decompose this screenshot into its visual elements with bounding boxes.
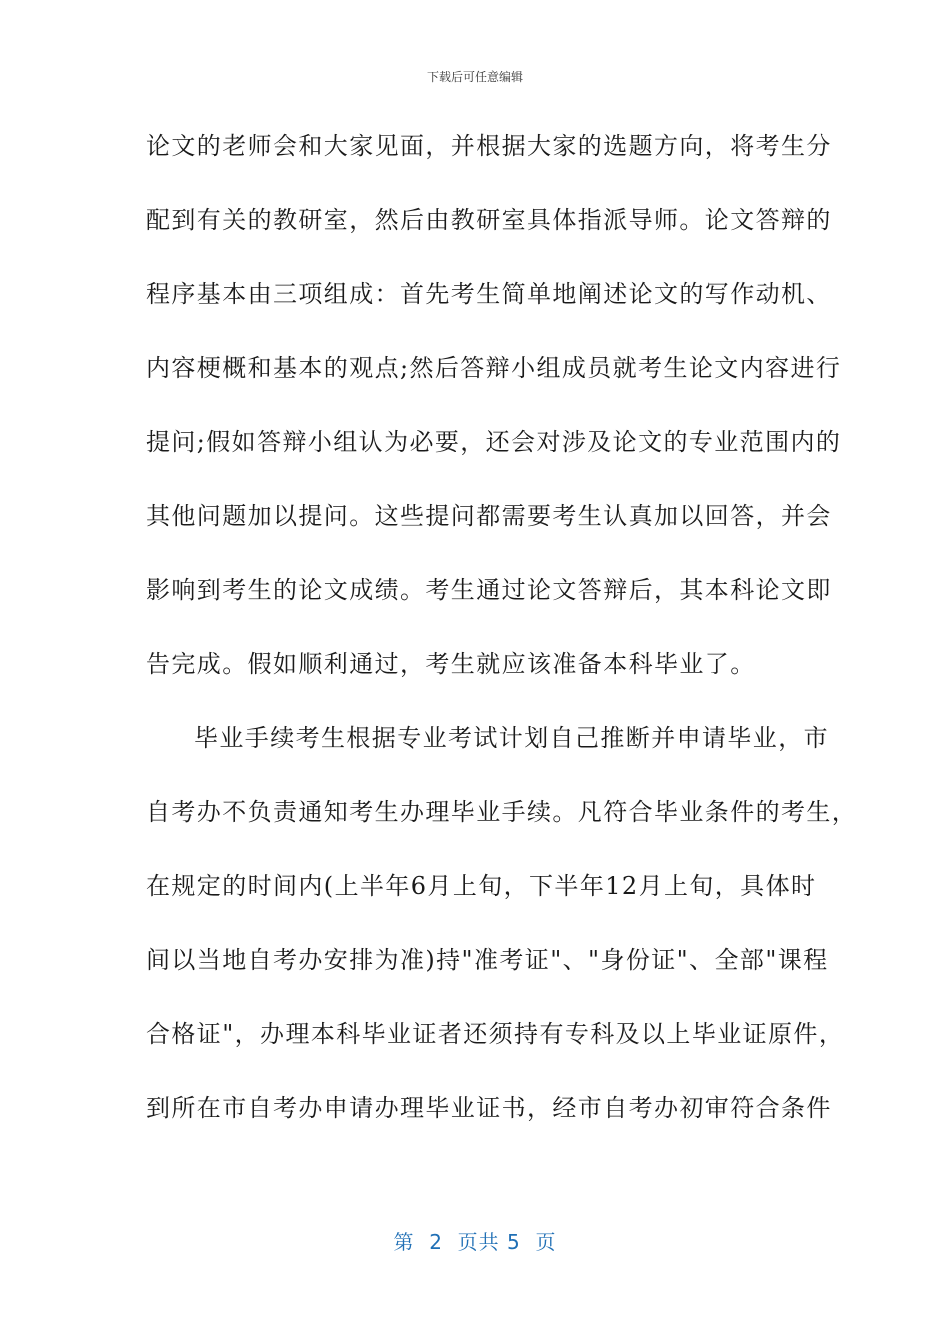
- body-line: 配到有关的教研室，然后由教研室具体指派导师。论文答辩的: [146, 206, 832, 234]
- body-line: 程序基本由三项组成：首先考生简单地阐述论文的写作动机、: [146, 280, 832, 308]
- body-line: 论文的老师会和大家见面，并根据大家的选题方向，将考生分: [146, 132, 832, 160]
- body-line: 在规定的时间内(上半年6月上旬，下半年12月上旬，具体时: [146, 872, 817, 900]
- body-line: 提问;假如答辩小组认为必要，还会对涉及论文的专业范围内的: [146, 428, 842, 456]
- body-line: 到所在市自考办申请办理毕业证书，经市自考办初审符合条件: [146, 1094, 832, 1122]
- page-header: 下载后可任意编辑: [426, 70, 523, 84]
- body-line: 告完成。假如顺利通过，考生就应该准备本科毕业了。: [146, 650, 756, 678]
- body-line: 自考办不负责通知考生办理毕业手续。凡符合毕业条件的考生，: [146, 798, 858, 826]
- body-line: 其他问题加以提问。这些提问都需要考生认真加以回答，并会: [146, 502, 832, 530]
- body-line: 影响到考生的论文成绩。考生通过论文答辩后，其本科论文即: [146, 576, 832, 604]
- paragraph-first-line: 毕业手续考生根据专业考试计划自己推断并申请毕业，市: [194, 724, 829, 752]
- page-number: 第 2 页共 5 页: [393, 1230, 557, 1254]
- body-line: 内容梗概和基本的观点;然后答辩小组成员就考生论文内容进行: [146, 354, 842, 382]
- body-line: 合格证"，办理本科毕业证者还须持有专科及以上毕业证原件，: [146, 1020, 845, 1048]
- body-line: 间以当地自考办安排为准)持"准考证"、"身份证"、全部"课程: [146, 946, 829, 974]
